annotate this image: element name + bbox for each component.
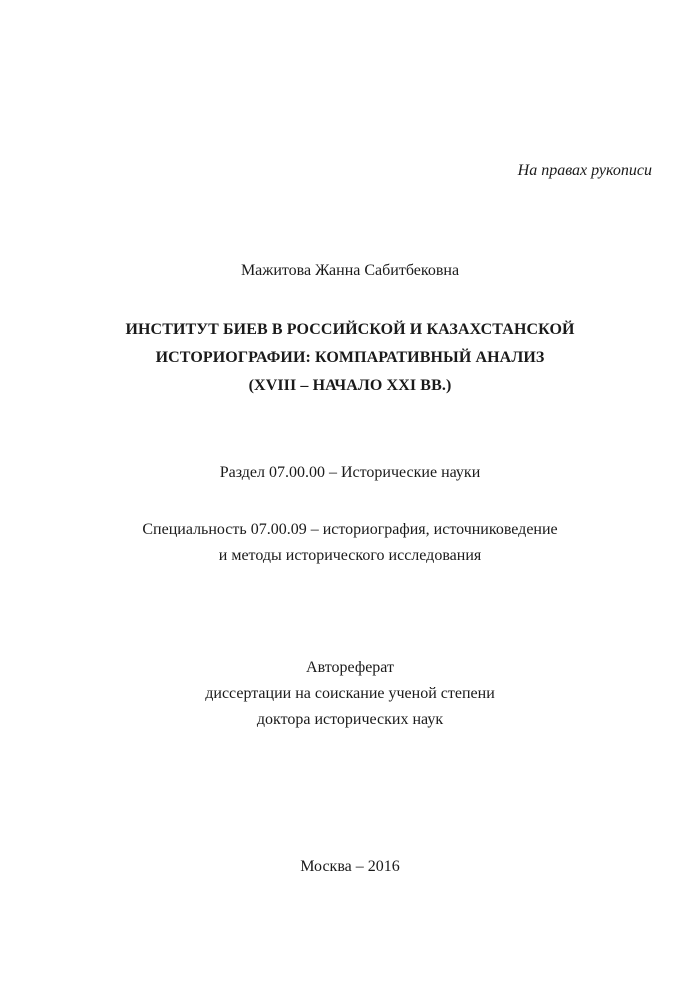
place-year: Москва – 2016 — [300, 858, 400, 875]
author-name: Мажитова Жанна Сабитбековна — [240, 262, 460, 279]
dissertation-title — [0, 316, 700, 400]
specialty-line: и методы исторического исследования — [218, 547, 482, 564]
specialty-line: Специальность 07.00.09 – историография, источниковедение — [142, 521, 558, 538]
work-type — [0, 655, 700, 733]
work-type-line: диссертации на соискание ученой степени — [205, 685, 495, 702]
title-line: ИНСТИТУТ БИЕВ В РОССИЙСКОЙ И КАЗАХСТАНСКОЙ — [125, 321, 575, 338]
manuscript-note: На правах рукописи — [517, 162, 652, 179]
specialty — [0, 517, 700, 569]
section-line: Раздел 07.00.00 – Исторические науки — [219, 464, 481, 481]
work-type-line: Автореферат — [306, 659, 394, 676]
title-line: (XVIII – НАЧАЛО XXI ВВ.) — [248, 377, 452, 394]
work-type-line: доктора исторических наук — [256, 711, 444, 728]
title-line: ИСТОРИОГРАФИИ: КОМПАРАТИВНЫЙ АНАЛИЗ — [155, 349, 545, 366]
